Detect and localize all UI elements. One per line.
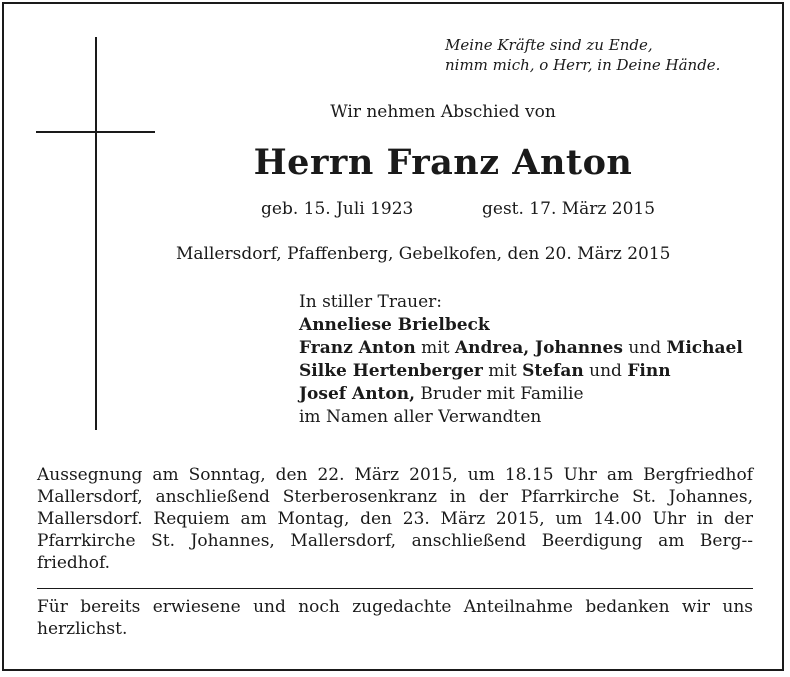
motto-line-2: nimm mich, o Herr, in Deine Hände. — [445, 56, 721, 74]
place-date: Mallersdorf, Pfaffenberg, Gebelkofen, den 20. März 2015 — [176, 244, 671, 264]
connector-text: mit — [415, 338, 455, 358]
mourner-name: Anneliese Brielbeck — [299, 315, 490, 335]
cross-icon-horizontal — [36, 131, 155, 133]
mourner-name: Silke Hertenberger — [299, 361, 483, 381]
mourner-name: Franz Anton — [299, 338, 416, 358]
mourners-list — [299, 291, 743, 429]
service-details: Aussegnung am Sonntag, den 22. März 2015, um 18.15 Uhr am Bergfriedhof Mallersdorf, anschließend Sterberosenkranz in der Pfarrkirche St. Johannes, Mallersdorf. Requiem am Montag, den 23. März 2015, um 14.00 Uhr in der Pfarrkirche St. Johannes, Mallersdorf, anschließend Beerdigung am Berg-friedhof. — [37, 465, 753, 573]
thanks-text: Für bereits erwiesene und noch zugedachte Anteilnahme bedanken wir uns herzlichst. — [37, 597, 753, 639]
mourner-line — [299, 360, 743, 383]
mourners-heading: In stiller Trauer: — [299, 292, 442, 312]
connector-text: Bruder mit Familie — [415, 384, 584, 404]
motto-line-1: Meine Kräfte sind zu Ende, — [445, 36, 653, 54]
deceased-name: Herrn Franz Anton — [253, 142, 633, 183]
mourner-name: Andrea, Johannes — [454, 338, 623, 358]
mourner-line — [299, 337, 743, 360]
connector-text: und — [583, 361, 628, 381]
mourner-name: Stefan — [522, 361, 584, 381]
mourner-name: Finn — [627, 361, 671, 381]
mourner-name: Josef Anton, — [299, 384, 416, 404]
death-date: gest. 17. März 2015 — [482, 199, 656, 219]
birth-date: geb. 15. Juli 1923 — [261, 199, 414, 219]
cross-icon-vertical — [95, 37, 97, 430]
divider — [37, 588, 753, 589]
mourners-closing: im Namen aller Verwandten — [299, 407, 542, 427]
motto — [445, 35, 720, 75]
mourner-name: Michael — [666, 338, 743, 358]
connector-text: und — [622, 338, 667, 358]
intro-text: Wir nehmen Abschied von — [330, 102, 556, 122]
mourner-line — [299, 314, 743, 337]
mourner-line — [299, 383, 743, 406]
connector-text: mit — [482, 361, 523, 381]
